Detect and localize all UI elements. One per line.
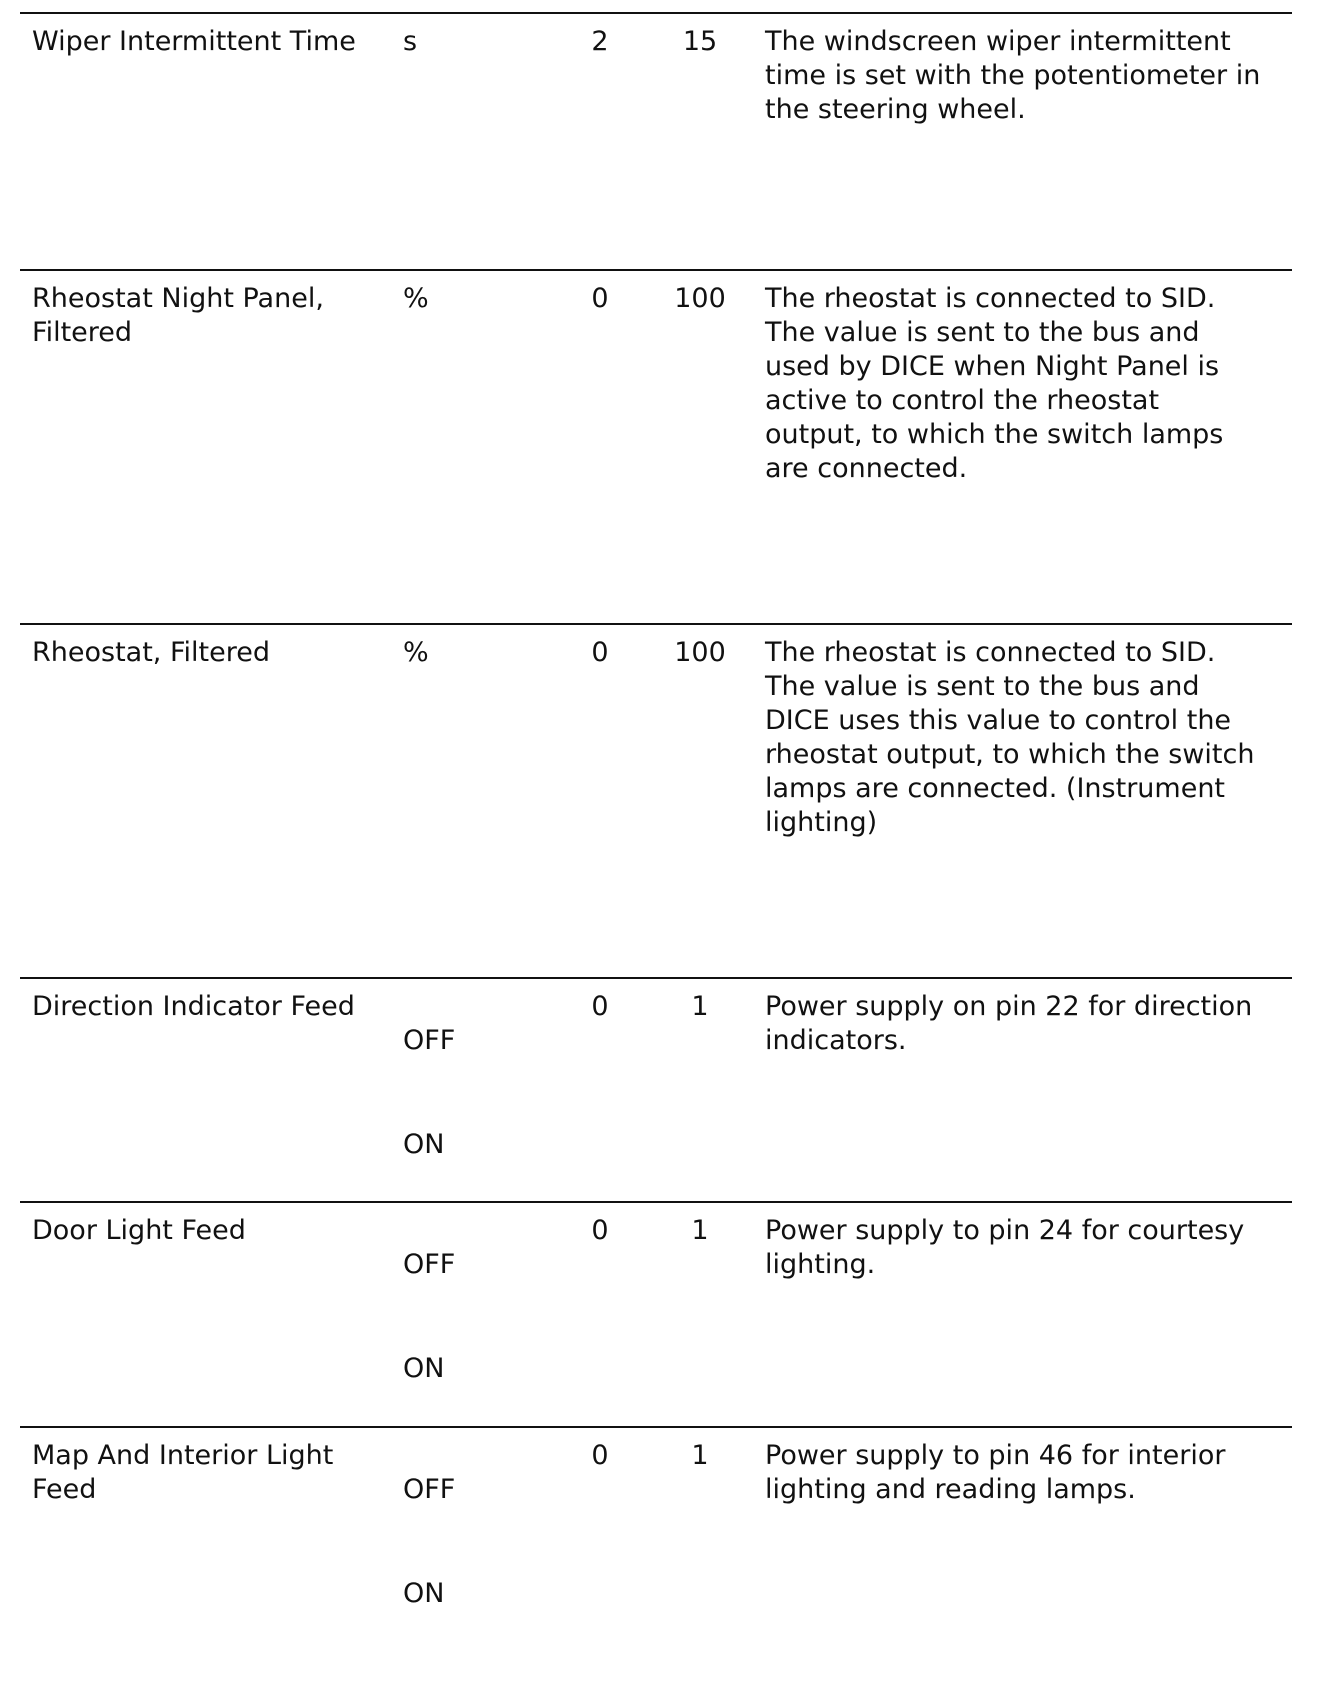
parameter-min: 0 [591,637,609,668]
parameter-name: Wiper Intermittent Time [32,26,356,57]
table-row [20,12,1292,270]
parameter-name: Map And Interior Light Feed [32,1440,334,1505]
parameter-max: 100 [674,283,726,314]
unit-option-on: ON [403,1578,445,1609]
parameter-min: 2 [591,26,609,57]
table-row [20,1201,1292,1426]
parameter-max: 1 [691,1440,709,1471]
parameter-min: 0 [591,1440,609,1471]
table-row [20,1426,1292,1628]
unit-option-on: ON [403,1129,445,1160]
parameter-max: 1 [691,1215,709,1246]
parameter-description: Power supply to pin 24 for courtesy lighting. [765,1215,1245,1280]
parameter-min: 0 [591,283,609,314]
parameter-max: 15 [682,26,718,57]
table-row [20,977,1292,1202]
parameter-unit: % [403,637,429,668]
parameter-unit: % [403,283,429,314]
parameter-description: Power supply to pin 46 for interior lighting and reading lamps. [765,1440,1226,1505]
unit-option-off: OFF [403,1474,456,1505]
parameter-name: Direction Indicator Feed [32,991,355,1022]
parameter-description: The windscreen wiper intermittent time is set with the potentiometer in the steering wheel. [765,26,1261,125]
parameter-min: 0 [591,991,609,1022]
parameter-unit-options [403,990,573,1232]
parameter-description: The rheostat is connected to SID. The value is sent to the bus and used by DICE when Night Panel is active to control the rheostat output, to which the switch lamps are connected. [765,283,1224,484]
table-row [20,623,1292,977]
parameter-unit-options [403,1439,573,1681]
parameter-unit: s [403,26,418,57]
unit-option-off: OFF [403,1025,456,1056]
parameter-description: The rheostat is connected to SID. The value is sent to the bus and DICE uses this value to control the rheostat output, to which the switch lamps are connected. (Instrument lighting) [765,637,1255,838]
unit-option-on: ON [403,1353,445,1384]
parameter-name: Door Light Feed [32,1215,246,1246]
parameter-description: Power supply on pin 22 for direction indicators. [765,991,1253,1056]
parameter-min: 0 [591,1215,609,1246]
table-row [20,269,1292,624]
parameter-unit-options [403,1214,573,1456]
parameter-name: Rheostat Night Panel, Filtered [32,283,324,348]
parameter-name: Rheostat, Filtered [32,637,270,668]
parameter-max: 1 [691,991,709,1022]
unit-option-off: OFF [403,1249,456,1280]
parameter-max: 100 [674,637,726,668]
